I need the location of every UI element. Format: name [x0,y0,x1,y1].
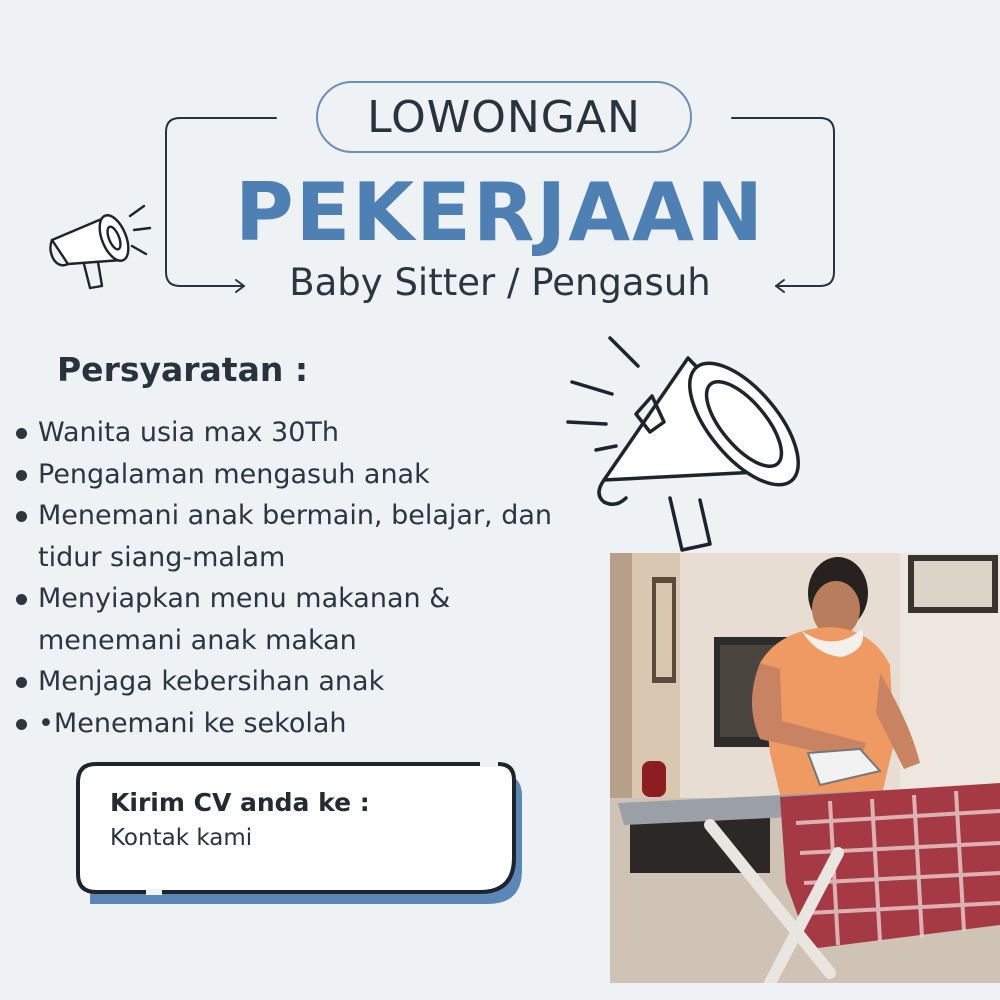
requirement-item: •Menemani ke sekolah [12,703,572,745]
page-title: PEKERJAAN [234,166,766,259]
requirement-item: Wanita usia max 30Th [12,412,572,454]
megaphone-small-icon [44,188,160,294]
requirements-list [12,412,572,744]
kicker-badge: LOWONGAN [316,81,692,153]
babysitter-photo [610,553,1000,983]
requirement-item: Menyiapkan menu makanan & menemani anak makan [12,578,572,661]
requirement-item: Menjaga kebersihan anak [12,661,572,703]
megaphone-large-icon [560,330,820,560]
requirements-heading: Persyaratan : [57,350,309,389]
requirement-item: Menemani anak bermain, belajar, dan tidur siang-malam [12,495,572,578]
cv-title: Kirim CV anda ke : [110,788,370,817]
requirement-item: Pengalaman mengasuh anak [12,454,572,496]
job-subtitle: Baby Sitter / Pengasuh [289,261,711,304]
contact-text: Kontak kami [110,825,253,851]
